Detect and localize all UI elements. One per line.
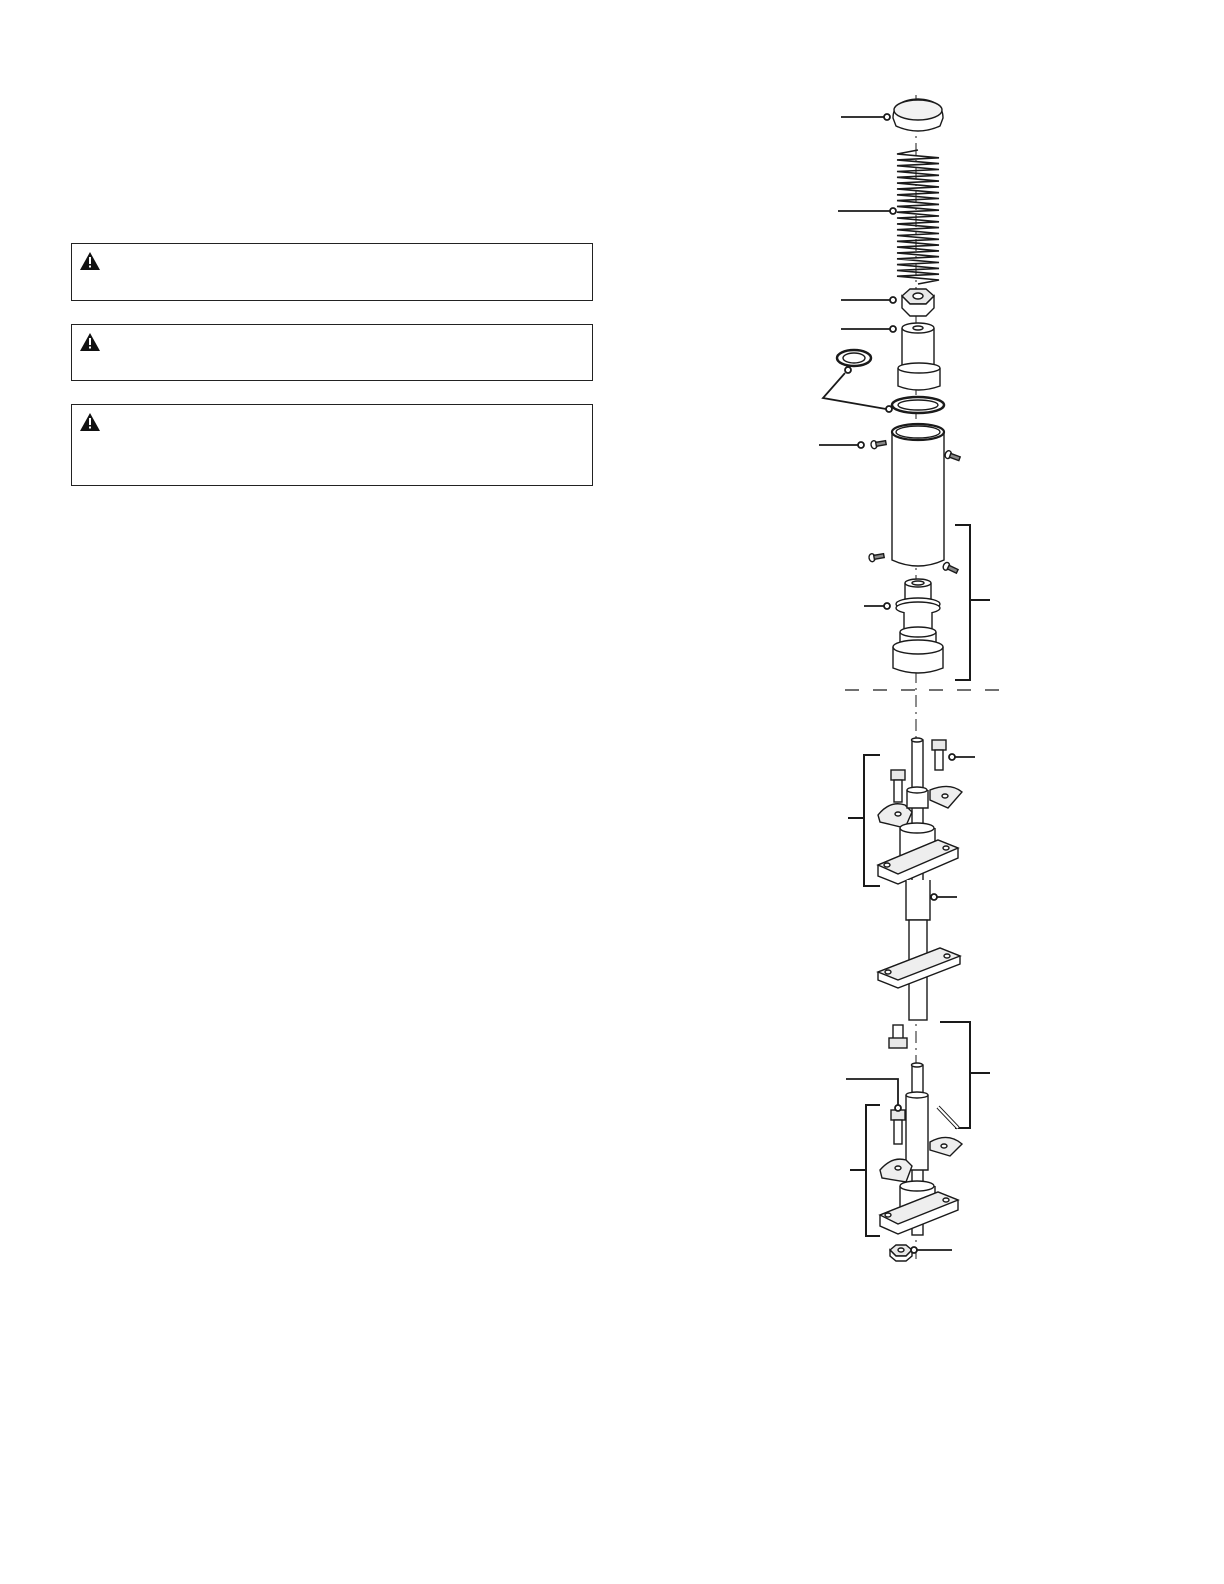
shaft-group-bracket <box>940 1022 990 1128</box>
warning-box-3 <box>71 404 593 486</box>
exploded-parts-diagram <box>760 80 1060 1280</box>
cap-part <box>893 99 943 131</box>
warning-triangle-icon <box>80 413 100 431</box>
piston-part <box>893 579 943 673</box>
upper-bearing-assembly-part <box>878 738 962 920</box>
bushing-part <box>898 323 940 390</box>
spring-part <box>897 150 939 284</box>
housing-tube-part <box>892 424 944 566</box>
lower-bearing-assembly-part <box>880 1063 962 1235</box>
leader-lines <box>819 114 975 1253</box>
warning-triangle-icon <box>80 333 100 351</box>
warning-box-2 <box>71 324 593 381</box>
housing-group-bracket <box>955 525 990 680</box>
lower-bolt-part <box>889 1025 907 1048</box>
warning-box-1 <box>71 243 593 301</box>
bottom-nut-part <box>890 1245 912 1261</box>
upper-bearing-bracket <box>848 755 880 886</box>
hex-nut-part <box>902 289 934 316</box>
warning-triangle-icon <box>80 252 100 270</box>
lower-bearing-bracket <box>850 1105 880 1236</box>
